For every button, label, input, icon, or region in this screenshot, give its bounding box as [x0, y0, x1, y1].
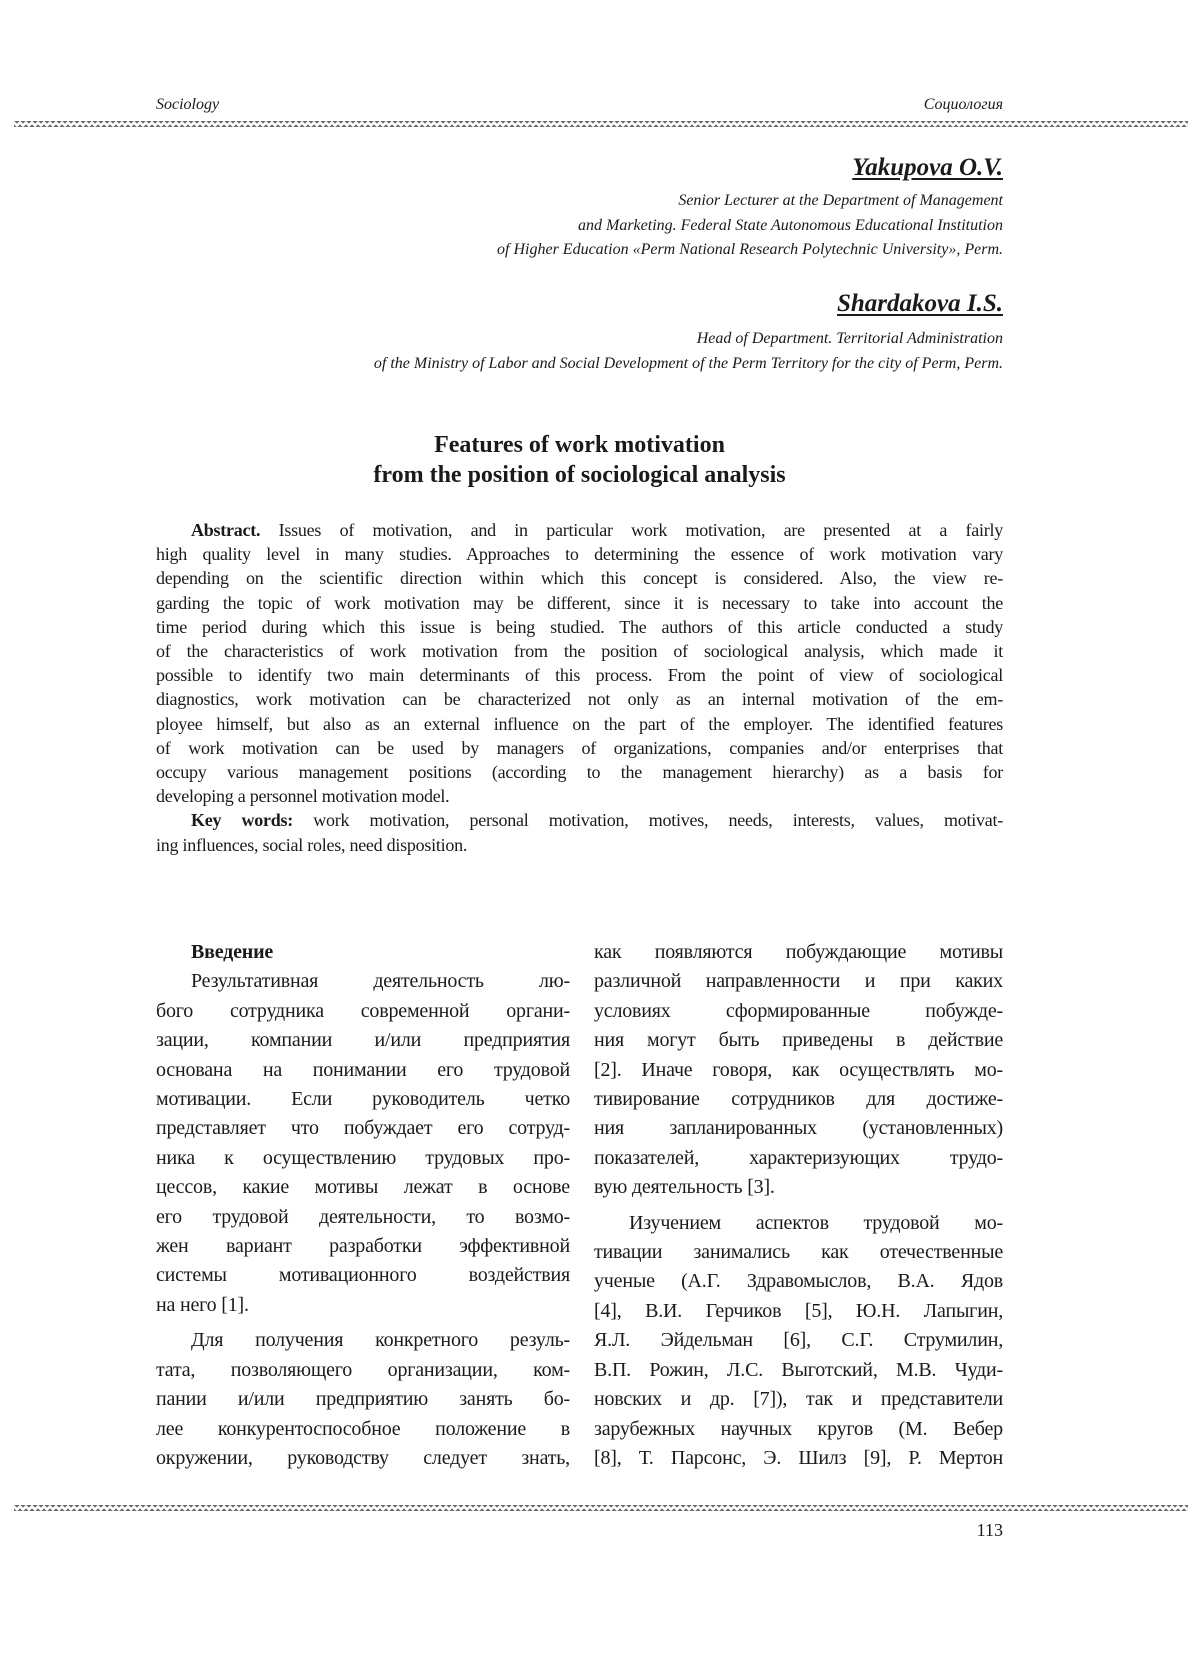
body-text-line: как появляются побуждающие мотивы [594, 938, 1003, 967]
abstract-label: Abstract. [191, 520, 260, 540]
abstract-line: occupy various management positions (according to the management hierarchy) as a basis for [156, 760, 1003, 784]
body-text-line: Для получения конкретного резуль- [156, 1326, 570, 1355]
body-text-line: новских и др. [7]), так и представители [594, 1385, 1003, 1414]
abstract-line: developing a personnel motivation model. [156, 784, 1003, 808]
body-text-line: различной направленности и при каких [594, 967, 1003, 996]
body-column-left [156, 938, 570, 1473]
abstract-line: time period during which this issue is being studied. The authors of this article conducted a study [156, 615, 1003, 639]
body-text-line: ученые (А.Г. Здравомыслов, В.А. Ядов [594, 1267, 1003, 1296]
body-text-line: [8], Т. Парсонс, Э. Шилз [9], Р. Мертон [594, 1444, 1003, 1473]
abstract-line: possible to identify two main determinants of this process. From the point of view of sociological [156, 663, 1003, 687]
page-number: 113 [977, 1520, 1003, 1541]
running-header-right: Социология [924, 96, 1003, 114]
author-name: Shardakova I.S. [837, 290, 1003, 318]
keywords-label: Key words: [191, 810, 293, 830]
footer-divider [14, 1505, 1188, 1511]
abstract-line [156, 518, 1003, 542]
abstract [156, 518, 1003, 857]
abstract-line: high quality level in many studies. Approaches to determining the essence of work motivation vary [156, 542, 1003, 566]
keywords-text: work motivation, personal motivation, motives, needs, interests, values, motivat- [313, 810, 1003, 830]
body-text-line: лее конкурентоспособное положение в [156, 1415, 570, 1444]
author-affiliation [374, 327, 1003, 376]
keywords-line: ing influences, social roles, need disposition. [156, 833, 1003, 857]
body-text-line: пании и/или предприятию занять бо- [156, 1385, 570, 1414]
body-text-line: ника к осуществлению трудовых про- [156, 1144, 570, 1173]
body-text-line: на него [1]. [156, 1291, 570, 1320]
title-line: Features of work motivation [156, 430, 1003, 460]
body-text-line: ния запланированных (установленных) [594, 1114, 1003, 1143]
title-line: from the position of sociological analysis [156, 460, 1003, 490]
body-text-line: тата, позволяющего организации, ком- [156, 1356, 570, 1385]
author-affiliation [497, 189, 1003, 263]
author-name: Yakupova O.V. [852, 154, 1003, 182]
article-title [156, 430, 1003, 490]
affiliation-line: and Marketing. Federal State Autonomous Educational Institution [497, 214, 1003, 239]
body-text-line: Изучением аспектов трудовой мо- [594, 1209, 1003, 1238]
body-text-line: цессов, какие мотивы лежат в основе [156, 1173, 570, 1202]
body-text-line: тивирование сотрудников для достиже- [594, 1085, 1003, 1114]
affiliation-line: of Higher Education «Perm National Research Polytechnic University», Perm. [497, 238, 1003, 263]
body-text-line: его трудовой деятельности, то возмо- [156, 1203, 570, 1232]
body-text-line: зарубежных научных кругов (М. Вебер [594, 1415, 1003, 1444]
affiliation-line: of the Ministry of Labor and Social Development of the Perm Territory for the city of Perm, Perm. [374, 352, 1003, 377]
abstract-line: of work motivation can be used by managers of organizations, companies and/or enterprises that [156, 736, 1003, 760]
abstract-text: Issues of motivation, and in particular work motivation, are presented at a fairly [279, 520, 1003, 540]
body-text-line: ния могут быть приведены в действие [594, 1026, 1003, 1055]
abstract-line: diagnostics, work motivation can be characterized not only as an internal motivation of the em- [156, 687, 1003, 711]
header-divider [14, 121, 1188, 127]
section-heading: Введение [156, 938, 570, 967]
body-text-line: показателей, характеризующих трудо- [594, 1144, 1003, 1173]
body-text-line: Я.Л. Эйдельман [6], С.Г. Струмилин, [594, 1326, 1003, 1355]
abstract-line: ployee himself, but also as an external influence on the part of the employer. The identified features [156, 712, 1003, 736]
body-text-line: окружении, руководству следует знать, [156, 1444, 570, 1473]
keywords-line [156, 808, 1003, 832]
abstract-line: depending on the scientific direction within which this concept is considered. Also, the view re- [156, 566, 1003, 590]
body-column-right [594, 938, 1003, 1473]
body-text-line: жен вариант разработки эффективной [156, 1232, 570, 1261]
body-text-line: мотивации. Если руководитель четко [156, 1085, 570, 1114]
running-header-left: Sociology [156, 96, 219, 114]
abstract-line: of the characteristics of work motivation from the position of sociological analysis, which made it [156, 639, 1003, 663]
body-text-line: Результативная деятельность лю- [156, 967, 570, 996]
body-text-line: [4], В.И. Герчиков [5], Ю.Н. Лапыгин, [594, 1297, 1003, 1326]
body-text-line: зации, компании и/или предприятия [156, 1026, 570, 1055]
body-text-line: условиях сформированные побужде- [594, 997, 1003, 1026]
body-text-line: основана на понимании его трудовой [156, 1056, 570, 1085]
body-text-line: тивации занимались как отечественные [594, 1238, 1003, 1267]
body-text-line: В.П. Рожин, Л.С. Выготский, М.В. Чуди- [594, 1356, 1003, 1385]
body-text-line: [2]. Иначе говоря, как осуществлять мо- [594, 1056, 1003, 1085]
body-text-line: системы мотивационного воздействия [156, 1261, 570, 1290]
body-text-line: вую деятельность [3]. [594, 1173, 1003, 1202]
body-text-line: представляет что побуждает его сотруд- [156, 1114, 570, 1143]
affiliation-line: Senior Lecturer at the Department of Management [497, 189, 1003, 214]
affiliation-line: Head of Department. Territorial Administration [374, 327, 1003, 352]
body-text-line: бого сотрудника современной органи- [156, 997, 570, 1026]
abstract-line: garding the topic of work motivation may be different, since it is necessary to take into account the [156, 591, 1003, 615]
